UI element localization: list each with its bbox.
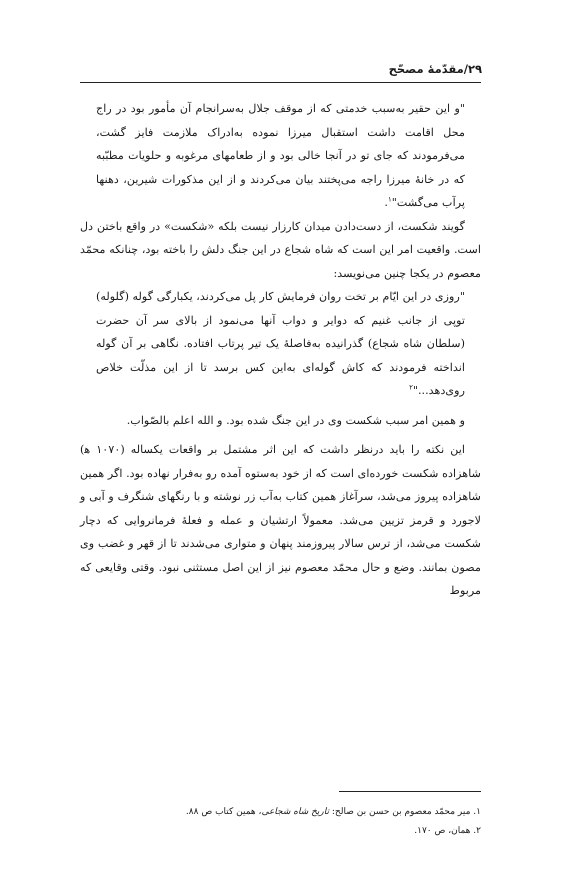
paragraph-2: و همین امر سبب شکست وی در این جنگ شده بود. و الله اعلم بالصّواب. [126, 413, 465, 427]
body-text [80, 97, 481, 603]
paragraph-3: این نکته را باید درنظر داشت که این اثر مشتمل بر واقعات یکساله (۱۰۷۰ ﻫ) شاهزاده شکست خورده‌ای است که از خود به‌ستوه آمده رو به‌فرار نهاده بود. اگر همین شاهزاده پیروز می‌شد، سرآغاز همین کتاب به‌آب زر نوشته و با رنگهای شنگرف و آبی و لاجورد و قرمز تزیین می‌شد. معمولاً ارتشیان و عمله و فعلهٔ فرمانروایی که دچار شکست می‌شد، از ترس سالار پیروزمند پنهان و متواری می‌شدند تا از قهر و غضب وی مصون بمانند. وضع و حال محمّد معصوم نیز از این اصل مستثنی نبود. وقتی وقایعی که مربوط [80, 443, 481, 597]
footnotes [80, 803, 481, 841]
footnote-1-prefix: ۱. میر محمّد معصوم بن حسن بن صالح: [329, 807, 481, 817]
quote-1-tail: . [384, 196, 388, 209]
paragraph-1: گویند شکست، از دست‌دادن میدان کارزار نیست بلکه «شکست» در واقع باختن دل است. واقعیت امر این است که شاه شجاع در این جنگ دلش را باخته بود، چنانکه محمّد معصوم در یکجا چنین می‌نویسد: [80, 219, 481, 280]
quote-2-text: "روزی در این ایّام بر تخت روان فرمایش کار پل می‌کردند، یکبارگی گوله (گلوله) توپی از جانب غنیم که دوایر و دواب آنها می‌نمود از بالای سر آن حضرت (سلطان شاه شجاع) گذرانیده به‌فاصلهٔ یک تیر پرتاب افتاده. نگاهی بر آن گوله انداخته فرمودند که کاش گوله‌ای به‌این کس برسد تا از این مذلّت خلاص روی‌دهد..." [96, 290, 465, 397]
quote-block-1 [80, 97, 481, 215]
quote-block-2 [80, 285, 481, 403]
footnote-1-title: تاریخ شاه شجاعی [261, 807, 330, 817]
footnote-ref-2[interactable]: ۲ [409, 383, 413, 392]
header-divider [80, 82, 481, 83]
running-header: ۲۹/مقدّمهٔ مصحّح [388, 62, 482, 76]
footnote-1 [80, 803, 481, 822]
footnote-1-suffix: ، همین کتاب ص ۸۸. [185, 807, 262, 817]
footnote-2: ۲. همان، ص ۱۷۰. [414, 826, 481, 836]
footnote-ref-1[interactable]: ۱ [387, 195, 392, 204]
quote-1-text: "و این حقیر به‌سبب خدمتی که از موقف جلال به‌سرانجام آن مأمور بود در راج محل اقامت داشت استقبال میرزا نموده به‌ادراک ملازمت فایز گشت، می‌فرمودند که جای تو در آنجا خالی بود و از طعامهای مرغوبه و حلویات مطبّبه که در خانهٔ میرزا راجه می‌پختند بیان می‌کردند و از این مذکورات شیرین، دهنها پرآب می‌گشت" [96, 102, 465, 209]
footnote-divider [339, 791, 481, 792]
